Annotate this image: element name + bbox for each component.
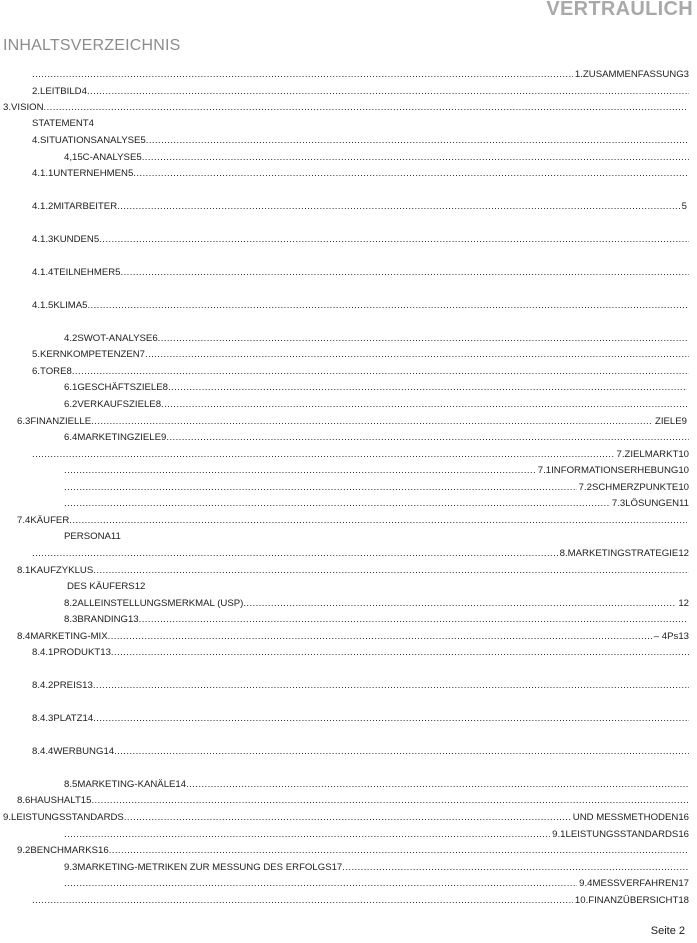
toc-entry-title: PERSONA11 xyxy=(64,531,121,542)
toc-entry-title: 8.3BRANDING13 xyxy=(64,614,139,625)
toc-dot-leader xyxy=(145,348,689,362)
toc-dot-leader xyxy=(64,828,550,842)
toc-dot-leader xyxy=(166,431,689,445)
toc-dot-leader xyxy=(87,85,689,99)
toc-entry-page: 12 xyxy=(678,598,689,609)
toc-entry[interactable] xyxy=(32,266,689,280)
toc-entry[interactable] xyxy=(32,68,689,82)
toc-entry-title: 4.1.4TEILNEHMER5 xyxy=(32,267,121,278)
toc-entry[interactable] xyxy=(32,85,689,99)
toc-dot-leader xyxy=(108,630,652,644)
toc-entry-title: 3.VISION xyxy=(3,102,44,113)
toc-entry[interactable] xyxy=(64,151,689,165)
toc-dot-leader xyxy=(142,151,689,165)
toc-dot-leader xyxy=(124,811,571,825)
toc-dot-leader xyxy=(64,497,610,511)
toc-entry[interactable] xyxy=(32,894,689,908)
toc-entry[interactable] xyxy=(32,134,689,148)
toc-entry-title: DES KÄUFERS12 xyxy=(67,581,146,592)
toc-dot-leader xyxy=(168,381,687,395)
toc-entry-title: 4.1.2MITARBEITER xyxy=(32,201,118,212)
toc-entry[interactable] xyxy=(64,613,687,627)
toc-entry[interactable] xyxy=(64,398,687,412)
toc-dot-leader xyxy=(91,415,653,429)
toc-dot-leader xyxy=(342,861,689,875)
toc-entry-title: 8.1KAUFZYKLUS xyxy=(17,565,94,576)
toc-entry-page: 7.3LÖSUNGEN11 xyxy=(611,498,689,509)
toc-entry-page: 7.2SCHMERZPUNKTE10 xyxy=(578,482,689,493)
toc-entry-page: – 4Ps13 xyxy=(653,631,689,642)
toc-dot-leader xyxy=(64,481,577,495)
toc-entry-title: 8.4.2PREIS13 xyxy=(32,680,93,691)
toc-entry[interactable] xyxy=(64,332,687,346)
toc-entry-page: 9.1LEISTUNGSSTANDARDS16 xyxy=(552,829,689,840)
toc-dot-leader xyxy=(186,778,689,792)
toc-entry-page: 10.FINANZÜBERSICHT18 xyxy=(574,895,689,906)
toc-dot-leader xyxy=(32,547,558,561)
toc-dot-leader xyxy=(93,564,689,578)
toc-dot-leader xyxy=(158,332,687,346)
toc-entry[interactable] xyxy=(64,431,689,445)
toc-entry-title: 9.2BENCHMARKS16 xyxy=(17,845,109,856)
toc-entry[interactable] xyxy=(3,101,687,115)
confidential-label: VERTRAULICH xyxy=(546,0,693,20)
toc-entry[interactable] xyxy=(64,464,689,478)
toc-dot-leader xyxy=(32,448,614,462)
toc-dot-leader xyxy=(64,464,536,478)
toc-entry-title: 6.1GESCHÄFTSZIELE8 xyxy=(64,382,168,393)
toc-entry[interactable] xyxy=(64,861,689,875)
toc-entry-title: 4.1.1UNTERNEHMEN5 xyxy=(32,168,134,179)
toc-entry-title: 8.6HAUSHALT15 xyxy=(17,795,92,806)
toc-entry-title: 8.4MARKETING-MIX xyxy=(17,631,108,642)
toc-entry-page: ZIELE9 xyxy=(655,416,687,427)
toc-entry[interactable] xyxy=(3,811,689,825)
toc-entry-title: 8.5MARKETING-KANÄLE14 xyxy=(64,779,187,790)
toc-entry[interactable] xyxy=(32,646,689,660)
toc-entry-page: 7.ZIELMARKT10 xyxy=(616,449,689,460)
toc-entry[interactable] xyxy=(64,481,689,495)
toc-entry[interactable] xyxy=(17,415,687,429)
toc-entry-title: 6.3FINANZIELLE xyxy=(17,416,92,427)
toc-entry-title: 6.2VERKAUFSZIELE8 xyxy=(64,399,162,410)
toc-entry[interactable] xyxy=(32,233,689,247)
page-number: Seite 2 xyxy=(650,925,685,937)
toc-entry-title: 9.3MARKETING-METRIKEN ZUR MESSUNG DES ERFOLGS17 xyxy=(64,862,343,873)
toc-dot-leader xyxy=(32,894,573,908)
toc-entry[interactable] xyxy=(64,828,689,842)
toc-entry-title: 4,15C-ANALYSE5 xyxy=(64,152,142,163)
toc-entry-page: 5 xyxy=(681,201,687,212)
toc-entry[interactable] xyxy=(64,530,121,544)
toc-entry[interactable] xyxy=(64,497,689,511)
toc-dot-leader xyxy=(87,299,689,313)
toc-entry[interactable] xyxy=(32,167,689,181)
toc-dot-leader xyxy=(64,877,577,891)
toc-entry[interactable] xyxy=(32,745,689,759)
toc-entry-title: 4.2SWOT-ANALYSE6 xyxy=(64,333,158,344)
toc-entry-page: 7.1INFORMATIONSERHEBUNG10 xyxy=(537,465,689,476)
toc-entry-title: 4.1.5KLIMA5 xyxy=(32,300,88,311)
toc-entry-page: 9.4MESSVERFAHREN17 xyxy=(579,878,689,889)
toc-entry-title: 6.4MARKETINGZIELE9 xyxy=(64,432,167,443)
toc-entry[interactable] xyxy=(17,564,689,578)
toc-entry[interactable] xyxy=(32,679,689,693)
toc-entry-page: 1.ZUSAMMENFASSUNG3 xyxy=(574,69,689,80)
toc-dot-leader xyxy=(32,68,573,82)
toc-entry[interactable] xyxy=(32,348,689,362)
toc-heading: INHALTSVERZEICHNIS xyxy=(3,37,181,54)
toc-entry[interactable] xyxy=(32,299,689,313)
toc-dot-leader xyxy=(146,134,689,148)
toc-entry[interactable] xyxy=(64,381,687,395)
toc-entry[interactable] xyxy=(17,844,689,858)
toc-entry-title: STATEMENT4 xyxy=(32,118,95,129)
toc-dot-leader xyxy=(117,200,680,214)
toc-dot-leader xyxy=(91,794,689,808)
toc-entry[interactable] xyxy=(64,597,689,611)
toc-entry-title: 9.LEISTUNGSSTANDARDS xyxy=(3,812,124,823)
toc-entry[interactable] xyxy=(32,365,689,379)
toc-entry-title: 8.4.1PRODUKT13 xyxy=(32,647,111,658)
toc-entry[interactable] xyxy=(17,514,687,528)
toc-dot-leader xyxy=(109,844,689,858)
toc-dot-leader xyxy=(133,167,689,181)
toc-entry-page: UND MESSMETHODEN16 xyxy=(572,812,689,823)
toc-entry-title: 4.SITUATIONSANALYSE5 xyxy=(32,135,146,146)
toc-dot-leader xyxy=(69,514,687,528)
toc-entry-title: 8.4.3PLATZ14 xyxy=(32,713,94,724)
toc-dot-leader xyxy=(72,365,689,379)
toc-dot-leader xyxy=(111,646,689,660)
toc-entry[interactable] xyxy=(64,877,689,891)
toc-entry[interactable] xyxy=(32,547,689,561)
toc-entry[interactable] xyxy=(32,200,687,214)
toc-dot-leader xyxy=(139,613,687,627)
toc-entry[interactable] xyxy=(64,778,689,792)
toc-dot-leader xyxy=(243,597,676,611)
toc-entry[interactable] xyxy=(17,794,689,808)
toc-entry-title: 8.2ALLEINSTELLUNGSMERKMAL (USP) xyxy=(64,598,244,609)
toc-entry-title: 7.4KÄUFER xyxy=(17,515,70,526)
toc-entry[interactable] xyxy=(67,580,145,594)
toc-dot-leader xyxy=(114,745,689,759)
toc-entry-title: 4.1.3KUNDEN5 xyxy=(32,234,100,245)
toc-entry[interactable] xyxy=(32,712,689,726)
toc-entry-title: 6.TORE8 xyxy=(32,366,72,377)
toc-entry[interactable] xyxy=(32,448,689,462)
toc-dot-leader xyxy=(121,266,689,280)
toc-entry-page: 8.MARKETINGSTRATEGIE12 xyxy=(559,548,689,559)
toc-dot-leader xyxy=(44,101,687,115)
toc-entry-title: 8.4.4WERBUNG14 xyxy=(32,746,115,757)
toc-dot-leader xyxy=(99,233,689,247)
toc-dot-leader xyxy=(93,679,689,693)
toc-dot-leader xyxy=(161,398,687,412)
toc-entry-title: 2.LEITBILD4 xyxy=(32,86,87,97)
toc-entry[interactable] xyxy=(32,117,94,131)
toc-entry[interactable] xyxy=(17,630,689,644)
toc-dot-leader xyxy=(93,712,689,726)
toc-entry-title: 5.KERNKOMPETENZEN7 xyxy=(32,349,146,360)
